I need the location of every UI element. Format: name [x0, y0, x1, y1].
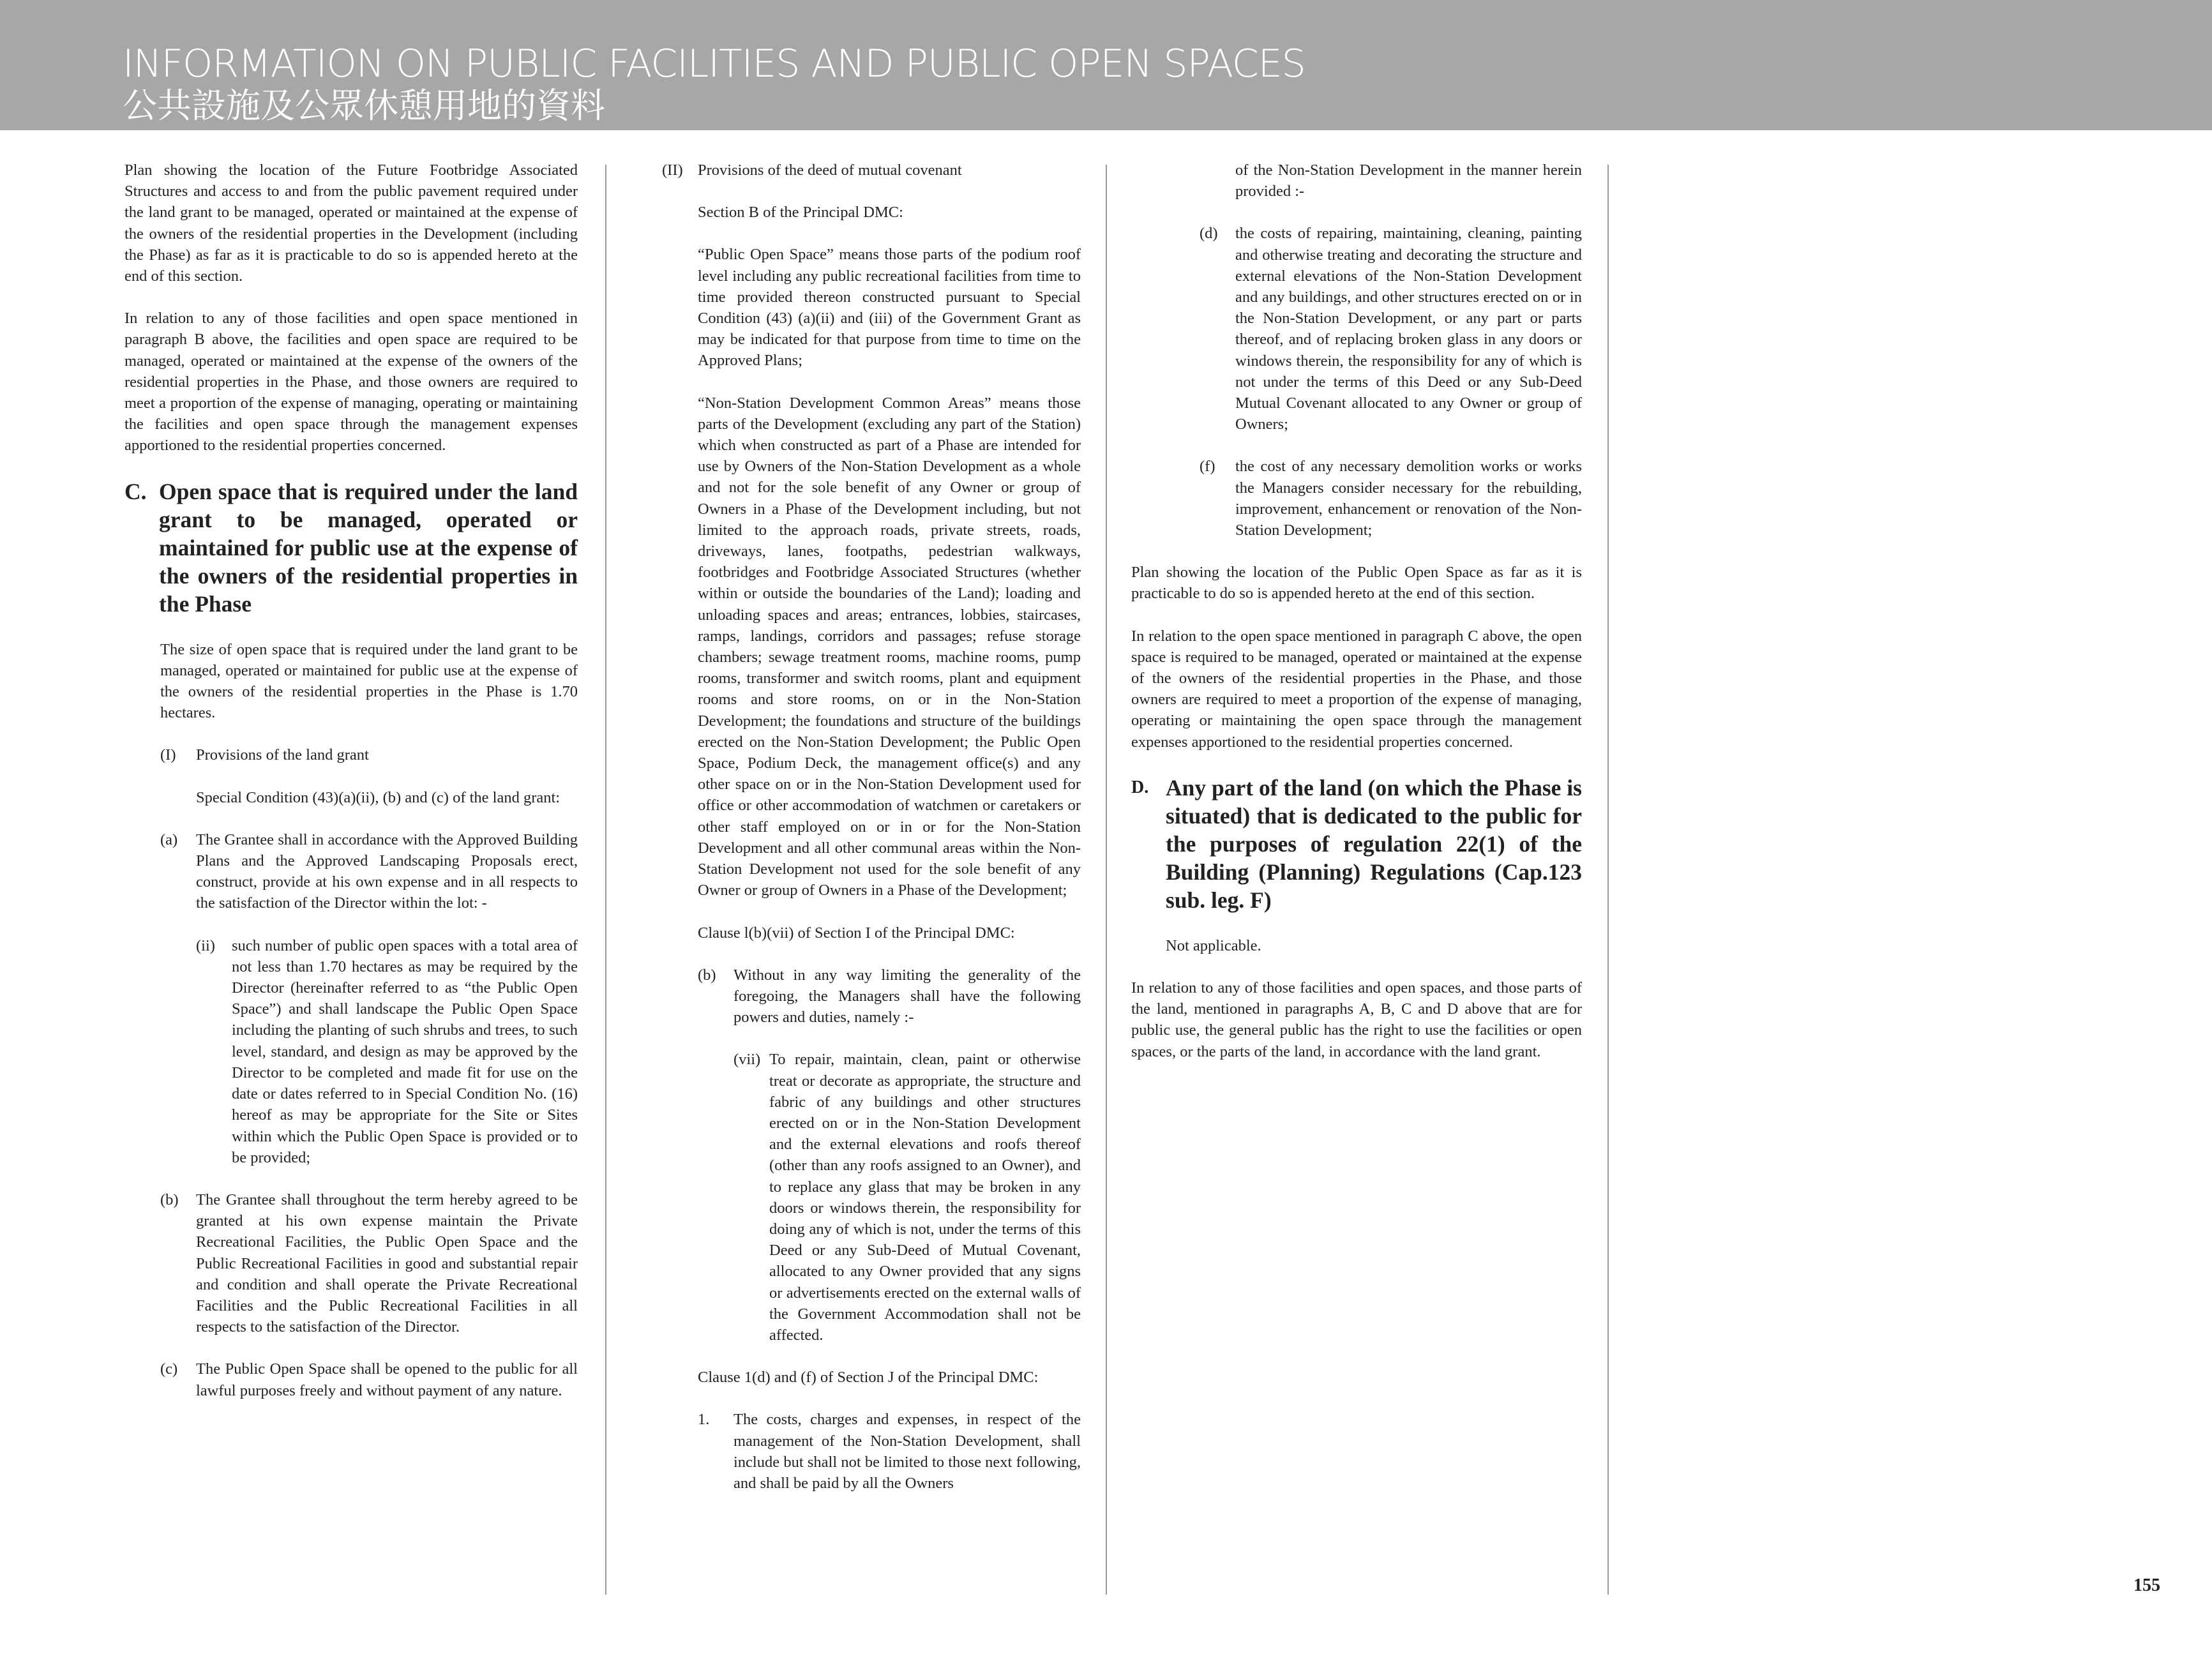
facilities-relation-paragraph: In relation to any of those facilities and open space mentioned in paragraph B above, the facilities and open space are required to be managed, operated or maintained at the expense of the owners of the residential properties in the Phase, and those owners are required to meet a proportion of the expense of managing, operating or maintaining the facilities and open space through the management expenses apportioned to the residential properties concerned.: [124, 310, 578, 455]
clause-a-label: (a): [160, 831, 178, 848]
non-station-common-areas-definition: “Non-Station Development Common Areas” means those parts of the Development (excluding any part of the Station) which when constructed as part of a Phase are intended for use by Owners of the Non-Station Development as a whole and not for the sole benefit of any Owner or group of Owners in a Phase of the Development including, but not limited to the approach roads, private streets, roads, driveways, lanes, footpaths, pedestrian walkways, footbridges and Footbridge Associated Structures (whether within or outside the boundaries of the Land); loading and unloading spaces and areas; entrances, lobbies, staircases, ramps, landings, corridors and passages; refuse storage chambers; sewage treatment rooms, machine rooms, pump rooms, transformer and switch rooms, plant and equipment rooms and store rooms, on or in the Non-Station Development; the foundations and structure of the buildings erected on the Non-Station Development; the Public Open Space, Podium Deck, the management office(s) and any other space on or in the Non-Station Development used for office or other accommodation of watchmen or caretakers or other staff employed on or in or for the Non-Station Development and all other communal areas within the Non-Station Development not used for the sole benefit of any Owner or group of Owners in a Phase of the Development;: [698, 394, 1081, 899]
cost-item-d-label: (d): [1200, 225, 1218, 243]
section-d-heading: [1131, 774, 1582, 914]
cost-item-d-text: the costs of repairing, maintaining, cleaning, painting and otherwise treating and decorating the structure and external elevations of the Non-Station Development and any buildings, and other structures erected on or in the Non-Station Development, or any part or parts thereof, and of replacing broken glass in any doors or windows therein, the responsibility for any of which is not under the terms of this Deed or any Sub-Deed Mutual Covenant allocated to any Owner or group of Owners;: [1235, 225, 1582, 433]
clause-a-text: The Grantee shall in accordance with the Approved Building Plans and the Approved Landscaping Proposals erect, construct, provide at his own expense and in all respects to the satisfaction of the Director within the lot: -: [196, 831, 578, 912]
cost-item-f-text: the cost of any necessary demolition works or works the Managers consider necessary for the rebuilding, improvement, enhancement or renovation of the Non-Station Development;: [1235, 458, 1582, 539]
open-space-relation-paragraph: In relation to the open space mentioned in paragraph C above, the open space is required to be managed, operated or maintained at the expense of the owners of the residential properties in the Phase, and those owners are required to meet a proportion of the expense of managing, operating or maintaining the open space through the management expenses apportioned to the residential properties concerned.: [1131, 627, 1582, 751]
clause-c: [160, 1358, 578, 1401]
column-divider-3: [1607, 165, 1609, 1595]
not-applicable-text: Not applicable.: [1166, 936, 1261, 954]
public-use-rights-paragraph: In relation to any of those facilities and open spaces, and those parts of the land, mentioned in paragraphs A, B, C and D above that are for public use, the general public has the right to use the facilities or open spaces, or the parts of the land, in accordance with the land grant.: [1131, 979, 1582, 1060]
section-c-title: Open space that is required under the land grant to be managed, operated or maintained for public use at the expense of the owners of the residential properties in the Phase: [159, 478, 578, 617]
open-space-size-paragraph: The size of open space that is required under the land grant to be managed, operated or maintained for public use at the expense of the owners of the residential properties in the Phase is 1.70 hectares.: [160, 640, 578, 722]
clause-ii: [160, 935, 578, 1168]
column-1: [124, 160, 578, 1401]
dmc-provisions-title: Provisions of the deed of mutual covenant: [698, 162, 962, 179]
dmc-clause-b-text: Without in any way limiting the generality of the foregoing, the Managers shall have the following powers and duties, namely :-: [734, 966, 1081, 1026]
dmc-clause-b-label: (b): [698, 966, 716, 984]
dmc-item-1: [698, 1409, 1081, 1494]
clause-b: [160, 1189, 578, 1337]
clause-1d-label: Clause 1(d) and (f) of Section J of the Principal DMC:: [698, 1369, 1039, 1387]
clause-b-label: (b): [160, 1191, 179, 1208]
continuation-text: of the Non-Station Development in the manner herein provided :-: [1235, 162, 1582, 200]
footbridge-plan-paragraph: Plan showing the location of the Future Footbridge Associated Structures and access to and from the public pavement required under the land grant to be managed, operated or maintained at the expense of the owners of the residential properties in the Development (including the Phase) as far as it is practicable to do so is appended hereto at the end of this section.: [124, 162, 578, 285]
dmc-item-1-text: The costs, charges and expenses, in respect of the management of the Non-Station Development, shall include but shall not be limited to those next following, and shall be paid by all the Owners: [734, 1411, 1081, 1492]
section-c-heading: [124, 477, 578, 618]
cost-item-f-label: (f): [1200, 458, 1215, 476]
column-divider-2: [1106, 165, 1107, 1595]
header-title-english: INFORMATION ON PUBLIC FACILITIES AND PUBLIC OPEN SPACES: [123, 41, 1305, 86]
header-title-chinese: 公共設施及公眾休憩用地的資料: [123, 86, 605, 126]
column-3: [1131, 160, 1582, 1062]
special-condition-text: Special Condition (43)(a)(ii), (b) and (c) of the land grant:: [196, 788, 561, 806]
section-c-label: C.: [124, 478, 147, 504]
clause-a: [160, 829, 578, 914]
dmc-clause-vii: [698, 1049, 1081, 1346]
provision-number: (I): [160, 746, 176, 764]
provision-heading: [160, 744, 578, 765]
dmc-clause-vii-text: To repair, maintain, clean, paint or otherwise treat or decorate as appropriate, the structure and fabric of any buildings and other structures erected on or in the Non-Station Development and the external elevations and roofs thereof (other than any roofs assigned to an Owner), and to replace any glass that may be broken in any doors or windows therein, the responsibility for doing any of which is not, under the terms of this Deed or any Sub-Deed of Mutual Covenant, allocated to any Owner provided that any signs or advertisements erected on the external walls of the Government Accommodation shall not be affected.: [769, 1051, 1081, 1344]
column-divider-1: [605, 165, 606, 1595]
section-d-label: D.: [1131, 777, 1149, 797]
public-open-space-definition: “Public Open Space” means those parts of the podium roof level including any public recreational facilities from time to time provided thereon constructed pursuant to Special Condition (43) (a)(ii) and (iii) of the Government Grant as may be indicated for that purpose from time to time on the Approved Plans;: [698, 246, 1081, 370]
page-header: [0, 0, 2212, 130]
cost-item-d: [1131, 223, 1582, 435]
clause-c-label: (c): [160, 1360, 178, 1378]
dmc-clause-vii-label: (vii): [734, 1051, 761, 1069]
page-number: 155: [2133, 1575, 2160, 1595]
section-d-title: Any part of the land (on which the Phase is situated) that is dedicated to the public for the purposes of regulation 22(1) of the Building (Planning) Regulations (Cap.123 sub. leg. F): [1166, 774, 1582, 913]
public-open-space-plan-paragraph: Plan showing the location of the Public Open Space as far as it is practicable to do so is appended hereto at the end of this section.: [1131, 564, 1582, 603]
dmc-item-1-label: 1.: [698, 1411, 710, 1429]
dmc-clause-b: [698, 965, 1081, 1028]
clause-b-text: The Grantee shall throughout the term hereby agreed to be granted at his own expense maintain the Private Recreational Facilities, the Public Open Space and the Public Recreational Facilities in good and substantial repair and condition and shall operate the Private Recreational Facilities and the Public Recreational Facilities in all respects to the satisfaction of the Director.: [196, 1191, 578, 1336]
cost-item-f: [1131, 456, 1582, 541]
clause-1b-label: Clause l(b)(vii) of Section I of the Principal DMC:: [698, 924, 1015, 942]
clause-c-text: The Public Open Space shall be opened to the public for all lawful purposes freely and without payment of any nature.: [196, 1360, 578, 1399]
section-b-dmc-label: Section B of the Principal DMC:: [698, 204, 903, 222]
dmc-provisions-number: (II): [662, 162, 683, 179]
clause-ii-text: such number of public open spaces with a total area of not less than 1.70 hectares as may be required by the Director (hereinafter referred to as “the Public Open Space”) and shall landscape the Public Open Space including the planting of such shrubs and trees, to such level, standard, and design as may be approved by the Director to be completed and made fit for use on the date or dates referred to in Special Condition No. (16) hereof as may be appropriate for the Site or Sites within which the Public Open Space is provided or to be provided;: [232, 936, 578, 1166]
column-2: [662, 160, 1081, 1494]
dmc-provisions-heading: [662, 160, 1081, 181]
provision-title: Provisions of the land grant: [196, 746, 369, 764]
clause-ii-label: (ii): [196, 936, 215, 954]
